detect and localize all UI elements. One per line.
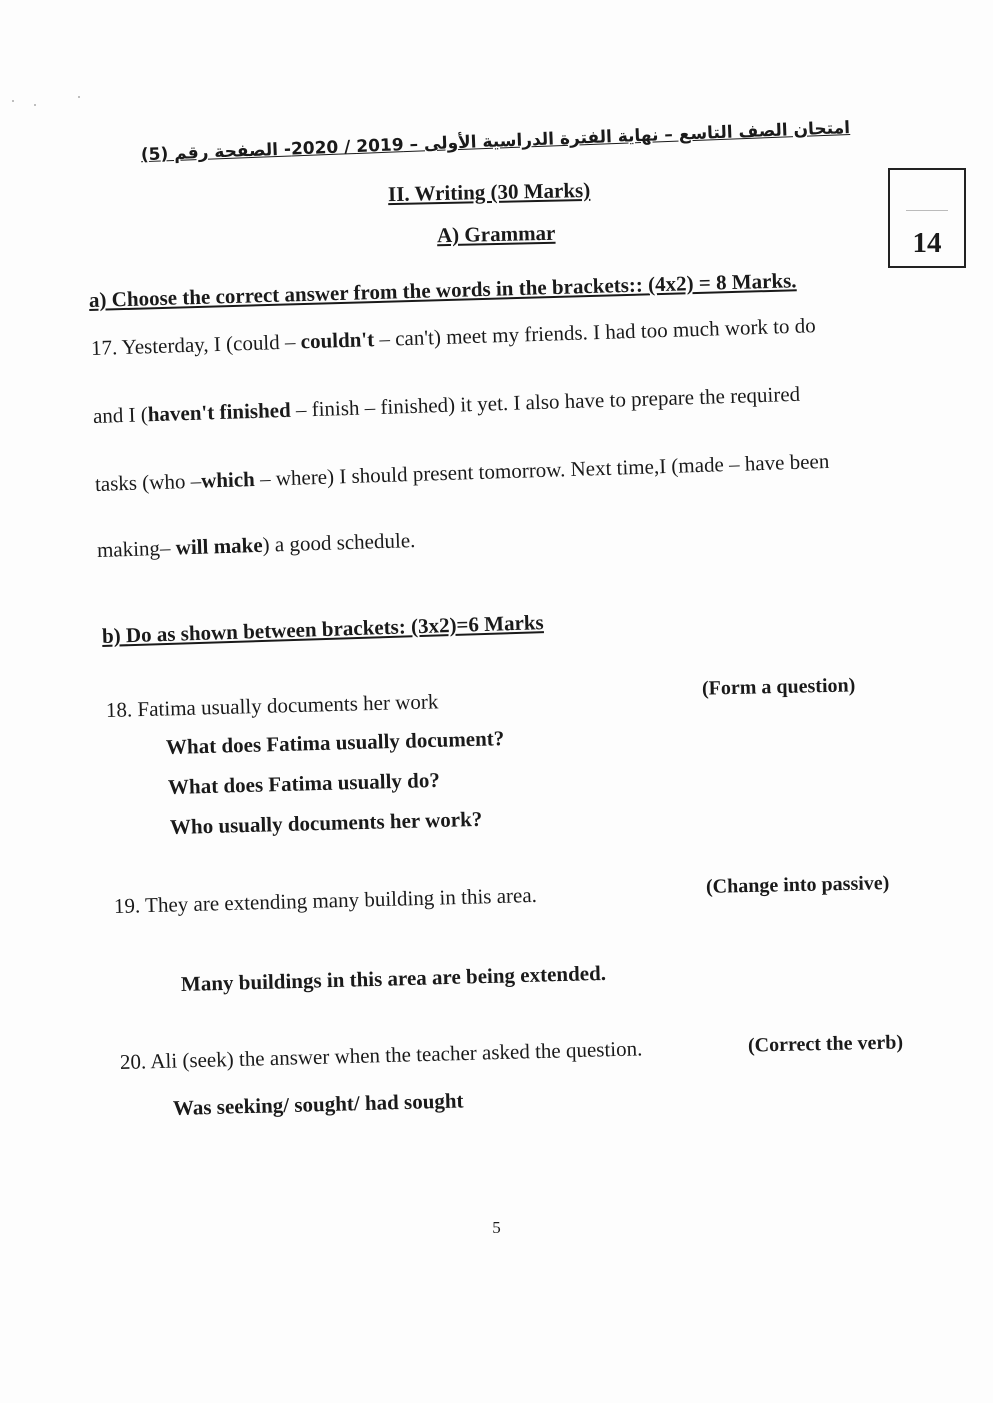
line-4-before: making–: [96, 535, 177, 562]
question-20-answer: Was seeking/ sought/ had sought: [172, 1088, 464, 1120]
part-a-line-1: [91, 313, 817, 361]
question-18-answer-2: What does Fatima usually do?: [167, 767, 441, 799]
line-2-before: and I (: [92, 402, 149, 428]
page-number: 5: [492, 1218, 501, 1237]
part-a-line-4: [97, 528, 416, 563]
line-1-answer: couldn't: [300, 327, 375, 354]
part-a-line-3: [95, 449, 830, 497]
question-18-answer-3: Who usually documents her work?: [169, 806, 483, 839]
score-box: [888, 168, 966, 268]
scan-speck: [34, 104, 36, 106]
part-b-heading: b) Do as shown between brackets: (3x2)=6 Marks: [101, 610, 545, 648]
score-box-divider: [906, 210, 948, 211]
score-value: 14: [912, 227, 942, 259]
line-1-after: – can't) meet my friends. I had too much work to do: [373, 313, 817, 352]
arabic-exam-header: امتحان الصف التاسع – نهاية الفترة الدراسية الأولى – 2019 / 2020- الصفحة رقم (5): [140, 118, 851, 166]
question-19-answer: Many buildings in this area are being extended.: [180, 960, 607, 996]
line-2-answer: haven't finished: [147, 397, 292, 427]
question-20: 20. Ali (seek) the answer when the teacher asked the question.: [119, 1036, 643, 1074]
line-1-before: 17. Yesterday, I (could –: [90, 329, 302, 360]
question-19-instruction: (Change into passive): [705, 872, 890, 898]
scan-speck: [78, 96, 80, 98]
line-3-answer: which: [200, 466, 256, 493]
question-18: 18. Fatima usually documents her work: [105, 689, 439, 722]
line-4-after: ) a good schedule.: [262, 528, 416, 557]
question-18-answer-1: What does Fatima usually document?: [165, 726, 505, 759]
section-title: II. Writing (30 Marks): [387, 177, 591, 207]
line-3-after: – where) I should present tomorrow. Next time,I (made – have been: [254, 448, 830, 491]
line-2-after: – finish – finished) it yet. I also have to prepare the required: [290, 381, 801, 422]
question-18-instruction: (Form a question): [701, 674, 856, 700]
line-3-before: tasks (who –: [94, 468, 202, 496]
question-19: 19. They are extending many building in this area.: [113, 882, 538, 918]
part-a-heading: a) Choose the correct answer from the words in the brackets:: (4x2) = 8 Marks.: [88, 268, 797, 312]
section-subtitle: A) Grammar: [436, 220, 556, 248]
scan-speck: [12, 100, 14, 102]
part-a-line-2: [93, 382, 801, 429]
question-20-instruction: (Correct the verb): [747, 1031, 904, 1057]
line-4-answer: will make: [175, 532, 263, 560]
